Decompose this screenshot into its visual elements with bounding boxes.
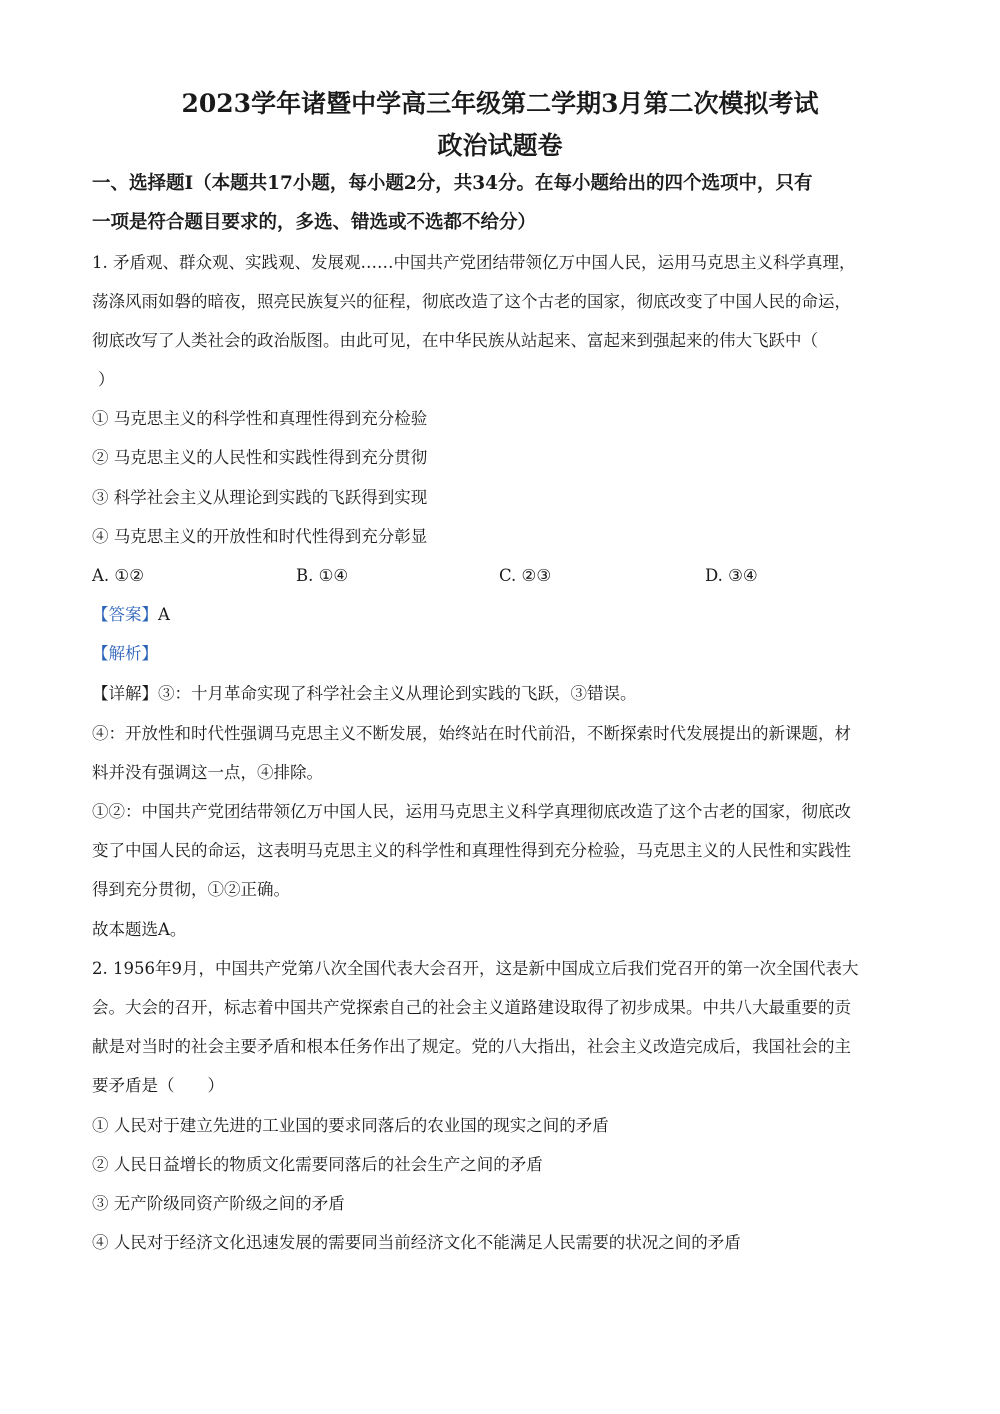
exam-title: 2023学年诸暨中学高三年级第二学期3月第二次模拟考试: [181, 89, 819, 118]
q1-statement: ② 马克思主义的人民性和实践性得到充分贯彻: [92, 448, 428, 467]
q1-stem-line: 荡涤风雨如磐的暗夜，照亮民族复兴的征程，彻底改造了这个古老的国家，彻底改变了中国人民的命运，: [92, 292, 851, 311]
q1-statement: ① 马克思主义的科学性和真理性得到充分检验: [92, 409, 428, 428]
q2-stem-line: 2. 1956年9月，中国共产党第八次全国代表大会召开，这是新中国成立后我们党召开的第一次全国代表大: [92, 959, 859, 978]
q1-stem-line: 1. 矛盾观、群众观、实践观、发展观……中国共产党团结带领亿万中国人民，运用马克思主义科学真理，: [92, 253, 856, 272]
q1-statement: ③ 科学社会主义从理论到实践的飞跃得到实现: [92, 488, 428, 507]
section-heading-line-2: 一项是符合题目要求的，多选、错选或不选都不给分）: [92, 212, 537, 233]
section-heading-line-1: 一、选择题Ⅰ（本题共17小题，每小题2分，共34分。在每小题给出的四个选项中，只有: [92, 173, 813, 194]
q1-option-c: C. ②③: [499, 566, 552, 585]
q1-option-b: B. ①④: [296, 566, 349, 585]
q2-statement: ③ 无产阶级同资产阶级之间的矛盾: [92, 1194, 345, 1213]
q1-detail-line: 得到充分贯彻，①②正确。: [92, 880, 290, 899]
q1-stem-line: 彻底改写了人类社会的政治版图。由此可见，在中华民族从站起来、富起来到强起来的伟大飞跃中（: [92, 331, 818, 350]
q2-statement: ② 人民日益增长的物质文化需要同落后的社会生产之间的矛盾: [92, 1155, 543, 1174]
q1-detail-line: ①②：中国共产党团结带领亿万中国人民，运用马克思主义科学真理彻底改造了这个古老的国家，彻底改: [92, 802, 851, 821]
q1-option-d: D. ③④: [705, 566, 758, 585]
answer-label: 【答案】: [92, 605, 158, 624]
q2-stem-line: 献是对当时的社会主要矛盾和根本任务作出了规定。党的八大指出，社会主义改造完成后，我国社会的主: [92, 1037, 851, 1056]
q1-detail-line: 料并没有强调这一点，④排除。: [92, 763, 323, 782]
q1-option-a: A. ①②: [92, 566, 144, 585]
q1-answer: [92, 603, 910, 627]
q2-statement: ④ 人民对于经济文化迅速发展的需要同当前经济文化不能满足人民需要的状况之间的矛盾: [92, 1233, 741, 1252]
q2-statement: ① 人民对于建立先进的工业国的要求同落后的农业国的现实之间的矛盾: [92, 1116, 609, 1135]
q1-detail-line: ④：开放性和时代性强调马克思主义不断发展，始终站在时代前沿，不断探索时代发展提出的新课题，材: [92, 724, 851, 743]
q2-stem-line: 要矛盾是（ ）: [92, 1076, 224, 1095]
exam-subtitle: 政治试题卷: [437, 131, 563, 160]
q1-detail-line: 故本题选A。: [92, 920, 187, 939]
q1-stem-line: ）: [98, 370, 115, 389]
answer-value: A: [158, 605, 170, 624]
q2-stem-line: 会。大会的召开，标志着中国共产党探索自己的社会主义道路建设取得了初步成果。中共八大最重要的贡: [92, 998, 851, 1017]
analysis-label: 【解析】: [92, 644, 158, 663]
q1-statement: ④ 马克思主义的开放性和时代性得到充分彰显: [92, 527, 428, 546]
q1-detail-line: 变了中国人民的命运，这表明马克思主义的科学性和真理性得到充分检验，马克思主义的人民性和实践性: [92, 841, 851, 860]
q1-detail-line: 【详解】③：十月革命实现了科学社会主义从理论到实践的飞跃，③错误。: [92, 684, 637, 703]
